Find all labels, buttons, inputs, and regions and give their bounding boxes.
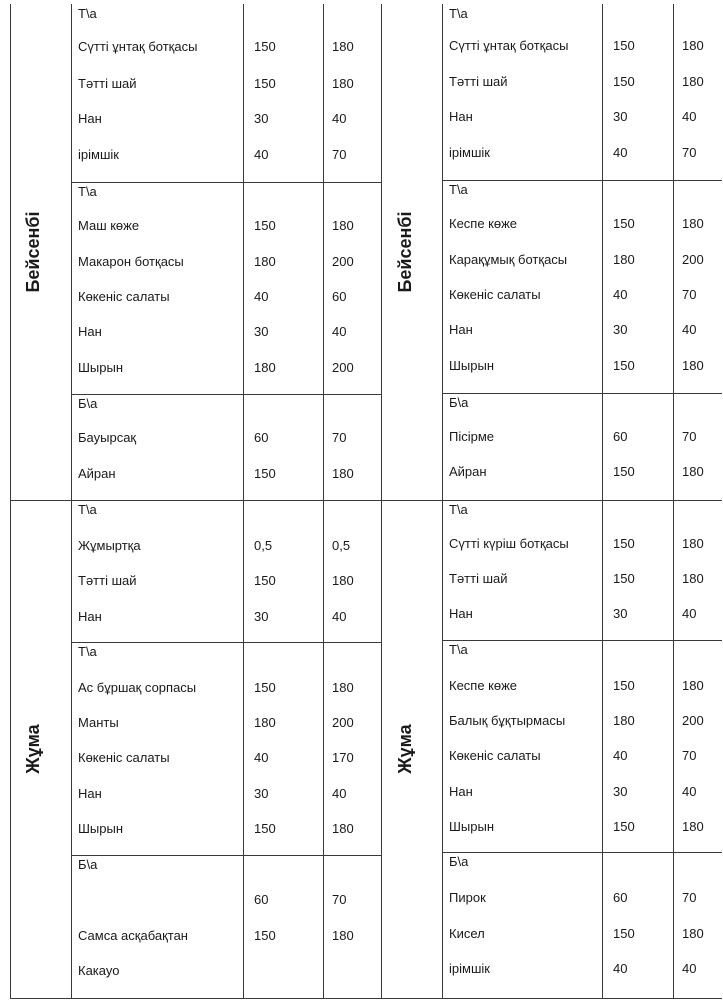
portion-small: 30 xyxy=(613,322,628,337)
portion-small: 40 xyxy=(613,145,628,160)
meal-header: Т\а xyxy=(78,184,97,199)
portion-small: 180 xyxy=(254,360,276,375)
day-label: Бейсенбі xyxy=(23,211,43,293)
portion-large: 40 xyxy=(682,606,697,621)
food-name: Нан xyxy=(78,111,102,126)
portion-small: 180 xyxy=(613,252,635,267)
meal-header: Т\а xyxy=(449,182,468,197)
meal-separator xyxy=(442,393,722,394)
food-name: Айран xyxy=(449,464,487,479)
portion-large: 40 xyxy=(682,322,697,337)
portion-small: 60 xyxy=(254,892,269,907)
portion-large: 170 xyxy=(332,750,354,765)
food-name: Жұмыртқа xyxy=(78,538,141,553)
food-name: Шырын xyxy=(449,358,495,373)
portion-small: 150 xyxy=(254,466,276,481)
food-name: Сүтті ұнтақ ботқасы xyxy=(78,39,198,54)
portion-large: 180 xyxy=(332,573,354,588)
left-portion-a-line xyxy=(243,4,244,998)
food-name: Тәтті шай xyxy=(449,74,508,89)
food-name: Бауырсақ xyxy=(78,430,137,445)
portion-large: 200 xyxy=(332,715,354,730)
portion-large: 180 xyxy=(682,678,704,693)
portion-large: 180 xyxy=(332,39,354,54)
portion-large: 40 xyxy=(332,324,347,339)
food-name: Тәтті шай xyxy=(78,76,137,91)
portion-small: 180 xyxy=(254,254,276,269)
portion-small: 40 xyxy=(254,289,269,304)
food-name: Самса асқабақтан xyxy=(78,928,188,943)
portion-small: 60 xyxy=(613,890,628,905)
portion-small: 150 xyxy=(613,38,635,53)
portion-small: 150 xyxy=(613,74,635,89)
portion-large: 70 xyxy=(332,892,347,907)
portion-large: 180 xyxy=(332,680,354,695)
portion-small: 40 xyxy=(254,147,269,162)
food-name: Шырын xyxy=(78,360,124,375)
food-name: Нан xyxy=(449,784,473,799)
meal-separator xyxy=(442,180,722,181)
food-name: Нан xyxy=(449,322,473,337)
meal-separator xyxy=(442,640,722,641)
food-name: Шырын xyxy=(78,821,124,836)
bottom-border xyxy=(10,998,722,999)
food-name: Маш көже xyxy=(78,218,140,233)
food-name: Кеспе көже xyxy=(449,216,518,231)
portion-small: 30 xyxy=(254,324,269,339)
food-name: ірімшік xyxy=(449,961,490,976)
meal-separator xyxy=(71,394,381,395)
portion-small: 150 xyxy=(613,571,635,586)
food-name: Көкеніс салаты xyxy=(449,287,541,302)
portion-large: 70 xyxy=(682,429,697,444)
food-name: Айран xyxy=(78,466,116,481)
food-name: Манты xyxy=(78,715,119,730)
portion-small: 150 xyxy=(613,536,635,551)
portion-large: 200 xyxy=(332,254,354,269)
portion-small: 150 xyxy=(613,216,635,231)
portion-small: 150 xyxy=(254,39,276,54)
meal-separator xyxy=(71,182,381,183)
portion-large: 180 xyxy=(682,358,704,373)
portion-small: 150 xyxy=(254,821,276,836)
portion-large: 180 xyxy=(682,74,704,89)
day-label: Жұма xyxy=(23,724,43,774)
portion-large: 40 xyxy=(682,109,697,124)
food-name: Нан xyxy=(78,324,102,339)
food-name: Нан xyxy=(78,786,102,801)
portion-small: 30 xyxy=(613,109,628,124)
portion-large: 200 xyxy=(682,713,704,728)
food-name: Карақұмық ботқасы xyxy=(449,252,568,267)
portion-small: 30 xyxy=(613,784,628,799)
portion-small: 150 xyxy=(254,76,276,91)
food-name: Какауо xyxy=(78,963,120,978)
portion-large: 180 xyxy=(682,464,704,479)
meal-header: Т\а xyxy=(449,502,468,517)
portion-large: 180 xyxy=(682,819,704,834)
left-portion-b-line xyxy=(323,4,324,998)
portion-large: 180 xyxy=(682,926,704,941)
portion-small: 150 xyxy=(613,678,635,693)
food-name: ірімшік xyxy=(449,145,490,160)
portion-large: 180 xyxy=(682,571,704,586)
portion-large: 40 xyxy=(682,784,697,799)
food-name: Кеспе көже xyxy=(449,678,518,693)
portion-small: 60 xyxy=(613,429,628,444)
portion-small: 150 xyxy=(613,464,635,479)
portion-large: 70 xyxy=(682,890,697,905)
portion-small: 150 xyxy=(613,819,635,834)
day-separator xyxy=(10,500,722,501)
day-label: Бейсенбі xyxy=(395,211,415,293)
food-name: Көкеніс салаты xyxy=(78,750,170,765)
portion-small: 180 xyxy=(254,715,276,730)
portion-large: 200 xyxy=(682,252,704,267)
portion-small: 40 xyxy=(613,748,628,763)
portion-small: 60 xyxy=(254,430,269,445)
portion-small: 30 xyxy=(254,786,269,801)
meal-header: Т\а xyxy=(449,642,468,657)
portion-small: 150 xyxy=(254,680,276,695)
portion-large: 180 xyxy=(332,76,354,91)
portion-small: 40 xyxy=(254,750,269,765)
food-name: Тәтті шай xyxy=(78,573,137,588)
portion-large: 200 xyxy=(332,360,354,375)
portion-small: 0,5 xyxy=(254,538,273,553)
portion-large: 40 xyxy=(332,786,347,801)
food-name: Пирок xyxy=(449,890,486,905)
meal-separator xyxy=(71,642,381,643)
portion-large: 70 xyxy=(682,145,697,160)
food-name: Шырын xyxy=(449,819,495,834)
meal-header: Т\а xyxy=(78,6,97,21)
food-name: Ас бұршақ сорпасы xyxy=(78,680,197,695)
portion-large: 70 xyxy=(682,287,697,302)
portion-small: 40 xyxy=(613,287,628,302)
right-portion-b-line xyxy=(673,4,674,998)
meal-header: Б\а xyxy=(449,395,469,410)
portion-large: 40 xyxy=(332,609,347,624)
day-label: Жұма xyxy=(395,724,415,774)
meal-header: Т\а xyxy=(78,644,97,659)
meal-header: Б\а xyxy=(449,854,469,869)
food-name: Көкеніс салаты xyxy=(449,748,541,763)
portion-large: 180 xyxy=(332,218,354,233)
portion-small: 150 xyxy=(254,573,276,588)
portion-large: 180 xyxy=(332,928,354,943)
food-name: Нан xyxy=(449,109,473,124)
portion-small: 150 xyxy=(613,926,635,941)
food-name: Тәтті шай xyxy=(449,571,508,586)
food-name: Макарон ботқасы xyxy=(78,254,184,269)
portion-large: 40 xyxy=(332,111,347,126)
left-food-column-line xyxy=(71,4,72,998)
portion-large: 60 xyxy=(332,289,347,304)
meal-header: Т\а xyxy=(78,502,97,517)
portion-large: 180 xyxy=(682,38,704,53)
food-name: Нан xyxy=(449,606,473,621)
portion-large: 40 xyxy=(682,961,697,976)
portion-large: 70 xyxy=(332,430,347,445)
food-name: Пісірме xyxy=(449,429,495,444)
portion-small: 180 xyxy=(613,713,635,728)
meal-separator xyxy=(71,855,381,856)
portion-large: 70 xyxy=(332,147,347,162)
portion-small: 150 xyxy=(254,218,276,233)
food-name: Балық бұқтырмасы xyxy=(449,713,566,728)
right-portion-a-line xyxy=(602,4,603,998)
portion-large: 180 xyxy=(332,466,354,481)
food-name: Сүтті ұнтақ ботқасы xyxy=(449,38,569,53)
food-name: Кисел xyxy=(449,926,485,941)
meal-separator xyxy=(442,852,722,853)
portion-large: 180 xyxy=(332,821,354,836)
outer-left-border xyxy=(10,4,11,998)
portion-small: 150 xyxy=(613,358,635,373)
portion-small: 30 xyxy=(613,606,628,621)
right-food-column-line xyxy=(442,4,443,998)
meal-header: Б\а xyxy=(78,857,98,872)
meal-header: Т\а xyxy=(449,6,468,21)
portion-small: 30 xyxy=(254,111,269,126)
portion-large: 180 xyxy=(682,216,704,231)
portion-large: 0,5 xyxy=(332,538,351,553)
portion-small: 150 xyxy=(254,928,276,943)
portion-small: 30 xyxy=(254,609,269,624)
portion-large: 70 xyxy=(682,748,697,763)
food-name: Сүтті күріш ботқасы xyxy=(449,536,569,551)
food-name: Нан xyxy=(78,609,102,624)
food-name: ірімшік xyxy=(78,147,119,162)
portion-small: 40 xyxy=(613,961,628,976)
food-name: Көкеніс салаты xyxy=(78,289,170,304)
portion-large: 180 xyxy=(682,536,704,551)
meal-header: Б\а xyxy=(78,396,98,411)
center-border xyxy=(381,4,382,998)
